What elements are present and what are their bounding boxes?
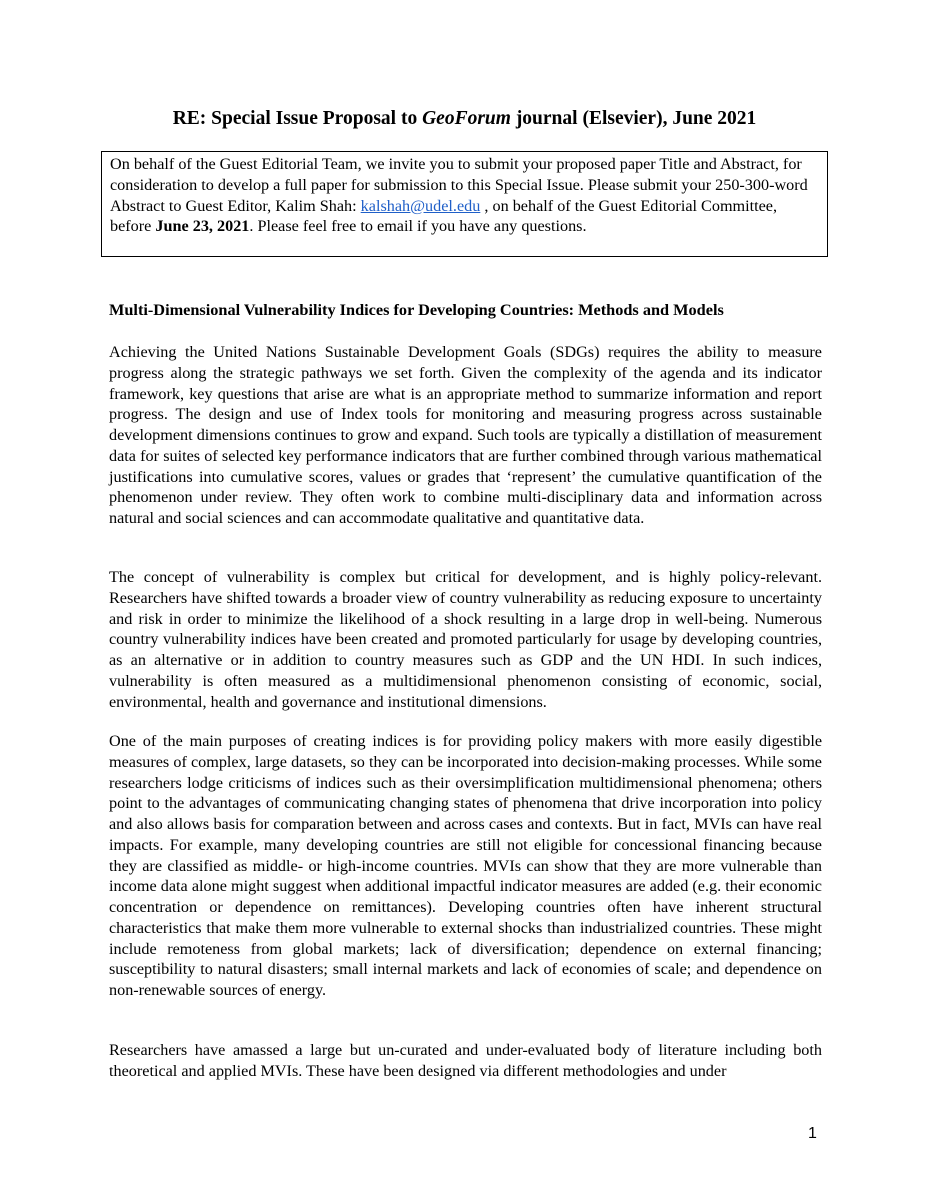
journal-name: GeoForum [422,108,511,129]
document-title [0,106,929,132]
notice-intro-text: On behalf of the Guest Editorial Team, we invite you to submit your proposed paper Title and Abstract, for consideration to develop a full paper for submission to this Special Issue. Please submit your 250-300-word Abstract to Guest Editor, Kalim Shah: [110,155,808,215]
editor-email-link[interactable]: kalshah@udel.edu [360,196,481,215]
page-number: 1 [808,1125,817,1142]
invitation-notice-box [101,151,828,257]
body-paragraph-2: The concept of vulnerability is complex but critical for development, and is highly policy-relevant. Researchers have shifted towards a broader view of country vulnerability as reducing exposure to uncertainty and risk in order to minimize the likelihood of a shock resulting in a large drop in well-being. Numerous country vulnerability indices have been created and promoted particularly for usage by developing countries, as an alternative or in addition to country measures such as GDP and the UN HDI. In such indices, vulnerability is often measured as a multidimensional phenomenon consisting of economic, social, environmental, health and governance and institutional dimensions. [109,568,822,711]
title-prefix: RE: Special Issue Proposal to [172,108,423,129]
notice-closing-text: . Please feel free to email if you have any questions. [249,217,587,236]
submission-deadline: June 23, 2021 [155,217,250,236]
body-paragraph-1: Achieving the United Nations Sustainable Development Goals (SDGs) requires the ability to measure progress along the strategic pathways we set forth. Given the complexity of the agenda and its indicator framework, key questions that arise are what is an appropriate method to summarize information and report progress. The design and use of Index tools for monitoring and measuring progress across sustainable development dimensions continues to grow and expand. Such tools are typically a distillation of measurement data for suites of selected key performance indicators that are further combined through various mathematical justifications into cumulative scores, values or grades that ‘represent’ the cumulative quantification of the phenomenon under review. They often work to combine multi-disciplinary data and information across natural and social sciences and can accommodate qualitative and quantitative data. [109,343,822,527]
body-paragraph-4: Researchers have amassed a large but un-curated and under-evaluated body of literature including both theoretical and applied MVIs. These have been designed via different methodologies and under [109,1041,822,1080]
title-suffix: journal (Elsevier), June 2021 [510,108,757,129]
body-paragraph-3: One of the main purposes of creating indices is for providing policy makers with more easily digestible measures of complex, large datasets, so they can be incorporated into decision-making processes. While some researchers lodge criticisms of indices such as their oversimplification multidimensional phenomena; others point to the advantages of communicating changing states of phenomena that drive incorporation into policy and also allows basis for comparation between and across cases and contexts. But in fact, MVIs can have real impacts. For example, many developing countries are still not eligible for concessional financing because they are classified as middle- or high-income countries. MVIs can show that they are more vulnerable than income data alone might suggest when additional impactful indicator measures are added (e.g. their economic concentration or dependence on remittances). Developing countries often have inherent structural characteristics that make them more vulnerable to external shocks than industrialized countries. These might include remoteness from global markets; lack of diversification; dependence on external financing; susceptibility to natural disasters; small internal markets and lack of economies of scale; and dependence on non-renewable sources of energy. [109,732,822,999]
notice-middle-text: , on behalf of the Guest Editorial Committee, before [110,196,778,236]
section-heading: Multi-Dimensional Vulnerability Indices for Developing Countries: Methods and Models [109,300,724,319]
